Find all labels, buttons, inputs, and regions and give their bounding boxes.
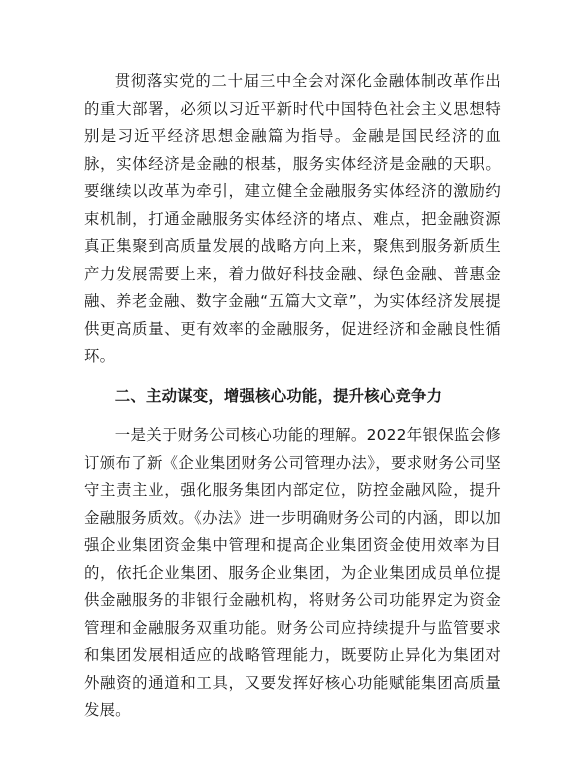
document-body (84, 68, 501, 725)
paragraph-intro: 贯彻落实党的二十届三中全会对深化金融体制改革作出的重大部署，必须以习近平新时代中国特色社会主义思想特别是习近平经济思想金融篇为指导。金融是国民经济的血脉，实体经济是金融的根基，服务实体经济是金融的天职。要继续以改革为牵引，建立健全金融服务实体经济的激励约束机制，打通金融服务实体经济的堵点、难点，把金融资源真正集聚到高质量发展的战略方向上来，聚焦到服务新质生产力发展需要上来，着力做好科技金融、绿色金融、普惠金融、养老金融、数字金融“五篇大文章”，为实体经济发展提供更高质量、更有效率的金融服务，促进经济和金融良性循环。 (84, 72, 501, 365)
section-heading: 二、主动谋变，增强核心功能，提升核心竞争力 (114, 386, 443, 405)
paragraph-core-function: 一是关于财务公司核心功能的理解。2022年银保监会修订颁布了新《企业集团财务公司管理办法》，要求财务公司坚守主责主业，强化服务集团内部定位，防控金融风险，提升金融服务质效。《办法》进一步明确财务公司的内涵，即以加强企业集团资金集中管理和提高企业集团资金使用效率为目的，依托企业集团、服务企业集团，为企业集团成员单位提供金融服务的非银行金融机构，将财务公司功能界定为资金管理和金融服务双重功能。财务公司应持续提升与监管要求和集团发展相适应的战略管理能力，既要防止异化为集团对外融资的通道和工具，又要发挥好核心功能赋能集团高质量发展。 (84, 426, 501, 719)
